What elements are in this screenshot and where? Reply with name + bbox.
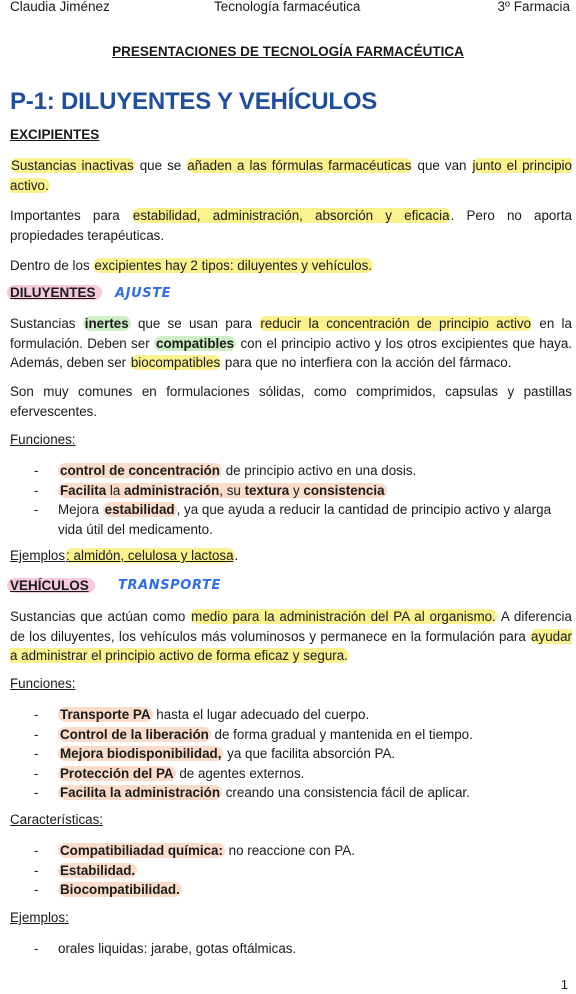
list-item: - Biocompatibilidad. (0, 880, 572, 900)
vehiculos-paragraph-1: Sustancias que actúan como medio para la administración del PA al organismo. A diferencia de los diluyentes, los vehículos más voluminosos y permanece en la formulación para ayudar a administrar el principio activo de forma eficaz y segura. (10, 609, 572, 663)
diluyentes-heading: DILUYENTES (7, 285, 102, 300)
header-author: Claudia Jiménez (10, 0, 110, 14)
document-title: PRESENTACIONES DE TECNOLOGÍA FARMACÉUTICA (112, 44, 464, 59)
vehiculos-ejemplos-list (0, 939, 572, 959)
vehiculos-caracteristicas-label: Características: (10, 812, 104, 827)
excipientes-paragraph-3: Dentro de los excipientes hay 2 tipos: diluyentes y vehículos. (10, 258, 373, 273)
vehiculos-handwritten-note: TRANSPORTE (118, 578, 221, 593)
vehiculos-funciones-list (0, 705, 572, 803)
vehiculos-heading: VEHÍCULOS (7, 578, 95, 593)
vehiculos-funciones-label: Funciones: (10, 676, 76, 691)
diluyentes-handwritten-note: AJUSTE (115, 286, 172, 301)
list-item: - Mejora biodisponibilidad, ya que facilita absorción PA. (0, 744, 572, 764)
diluyentes-paragraph-2: Son muy comunes en formulaciones sólidas, como comprimidos, capsulas y pastillas efervescentes. (10, 384, 572, 419)
list-item: - Compatibiliadad química: no reaccione con PA. (0, 841, 572, 861)
diluyentes-paragraph-1: Sustancias inertes que se usan para reducir la concentración de principio activo en la formulación. Deben ser compatibles con el principio activo y los otros excipientes que haya. Además, deben ser biocompatibles para que no interfiera con la acción del fármaco. (10, 316, 572, 370)
excipientes-heading: EXCIPIENTES (10, 127, 100, 142)
list-item: - Transporte PA hasta el lugar adecuado del cuerpo. (0, 705, 572, 725)
list-item: - control de concentración de principio activo en una dosis. (0, 461, 572, 481)
list-item: - Mejora estabilidad , ya que ayuda a reducir la cantidad de principio activo y alarga vida útil del medicamento. (0, 500, 572, 539)
page-number: 1 (560, 977, 568, 992)
excipientes-paragraph-2: Importantes para estabilidad, administración, absorción y eficacia. Pero no aporta propiedades terapéuticas. (10, 208, 572, 243)
header-course: 3º Farmacia (497, 0, 570, 14)
diluyentes-ejemplos: Ejemplos: almidón, celulosa y lactosa. (10, 548, 239, 563)
vehiculos-ejemplos-label: Ejemplos: (10, 910, 69, 925)
diluyentes-funciones-list (0, 461, 572, 539)
vehiculos-caracteristicas-list (0, 841, 572, 900)
diluyentes-funciones-label: Funciones: (10, 432, 76, 447)
list-item: - Estabilidad. (0, 861, 572, 881)
list-item: - Control de la liberación de forma gradual y mantenida en el tiempo. (0, 725, 572, 745)
page-header (0, 0, 576, 16)
list-item: - Protección del PA de agentes externos. (0, 764, 572, 784)
excipientes-paragraph-1: Sustancias inactivas que se añaden a las fórmulas farmacéuticas que van junto el principio activo. (10, 158, 572, 193)
header-subject: Tecnología farmacéutica (214, 0, 361, 14)
section-title: P-1: DILUYENTES Y VEHÍCULOS (10, 88, 378, 115)
list-item: - Facilita la administración creando una consistencia fácil de aplicar. (0, 783, 572, 803)
list-item: - orales liquidas: jarabe, gotas oftálmicas. (0, 939, 572, 959)
list-item: - Facilita la administración, su textura y consistencia (0, 481, 572, 501)
